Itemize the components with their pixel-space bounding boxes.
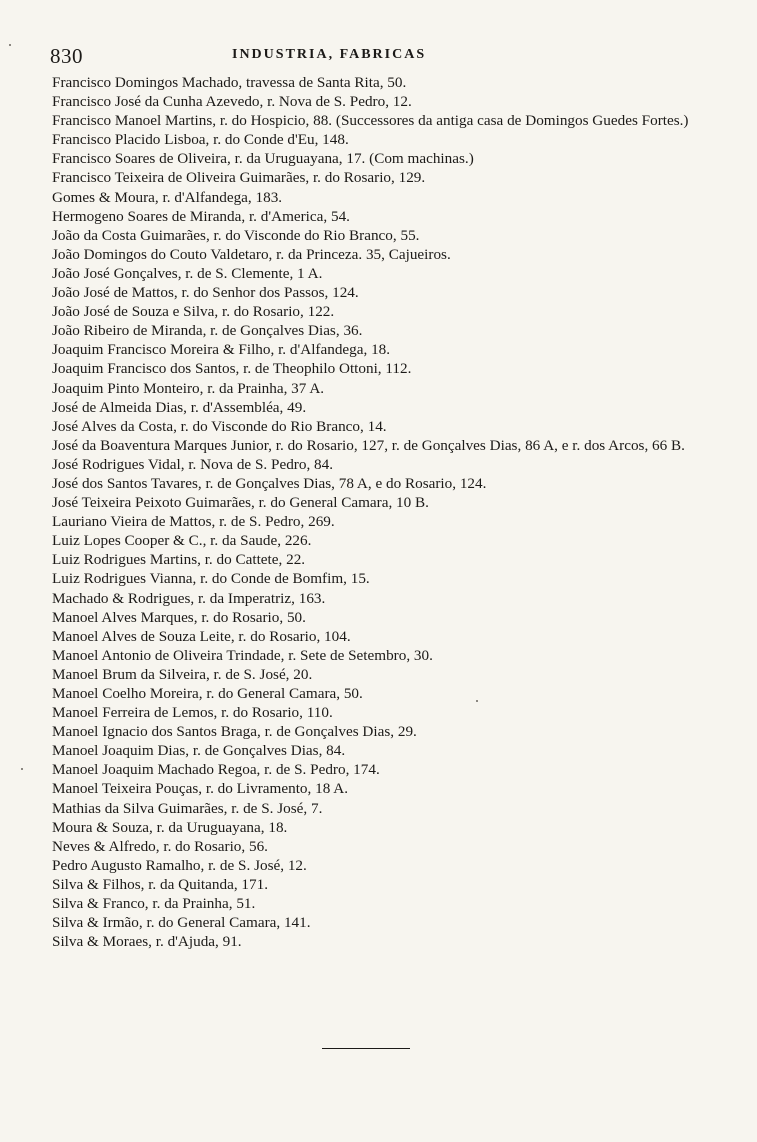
directory-entry: Manoel Coelho Moreira, r. do General Camara, 50. <box>52 685 363 702</box>
directory-entry: Mathias da Silva Guimarães, r. de S. José, 7. <box>52 799 323 817</box>
directory-entry: João José de Souza e Silva, r. do Rosario, 122. <box>52 303 335 321</box>
directory-entry: Silva & Franco, r. da Prainha, 51. <box>52 895 256 913</box>
directory-entry: Neves & Alfredo, r. do Rosario, 56. <box>52 837 268 855</box>
paper-speck <box>476 700 478 702</box>
directory-entry: Silva & Moraes, r. d'Ajuda, 91. <box>52 933 242 951</box>
directory-entry: Luiz Lopes Cooper & C., r. da Saude, 226. <box>52 532 312 550</box>
directory-entry: Francisco José da Cunha Azevedo, r. Nova de S. Pedro, 12. <box>52 93 412 111</box>
directory-entry: José de Almeida Dias, r. d'Assembléa, 49. <box>52 398 307 416</box>
directory-entry: Joaquim Francisco dos Santos, r. de Theophilo Ottoni, 112. <box>52 360 412 378</box>
directory-entry: Manoel Antonio de Oliveira Trindade, r. Sete de Setembro, 30. <box>52 646 433 664</box>
directory-entry: Manoel Joaquim Machado Regoa, r. de S. Pedro, 174. <box>52 761 380 779</box>
footer-rule <box>322 1048 410 1049</box>
directory-entry: José Teixeira Peixoto Guimarães, r. do General Camara, 10 B. <box>52 494 429 512</box>
directory-entry: José Alves da Costa, r. do Visconde do Rio Branco, 14. <box>52 417 387 435</box>
directory-entry: Francisco Domingos Machado, travessa de Santa Rita, 50. <box>52 74 407 91</box>
directory-entry: Francisco Soares de Oliveira, r. da Uruguayana, 17. (Com machinas.) <box>52 150 474 168</box>
directory-entry: Pedro Augusto Ramalho, r. de S. José, 12. <box>52 856 307 874</box>
directory-entry: João da Costa Guimarães, r. do Visconde do Rio Branco, 55. <box>52 226 420 244</box>
directory-entry: Manoel Brum da Silveira, r. de S. José, 20. <box>52 665 313 683</box>
directory-entry: João José Gonçalves, r. de S. Clemente, 1 A. <box>52 264 323 282</box>
running-head: INDUSTRIA, FABRICAS <box>232 47 427 62</box>
directory-entry: Manoel Alves de Souza Leite, r. do Rosario, 104. <box>52 627 351 645</box>
directory-entry: Lauriano Vieira de Mattos, r. de S. Pedro, 269. <box>52 513 335 531</box>
directory-entry: Gomes & Moura, r. d'Alfandega, 183. <box>52 188 283 206</box>
directory-entry: Manoel Ignacio dos Santos Braga, r. de Gonçalves Dias, 29. <box>52 723 417 741</box>
directory-entry: Hermogeno Soares de Miranda, r. d'America, 54. <box>52 207 350 225</box>
page-header <box>50 44 717 70</box>
directory-entry: Luiz Rodrigues Vianna, r. do Conde de Bomfim, 15. <box>52 570 370 588</box>
directory-list <box>52 73 717 951</box>
directory-entry: Francisco Manoel Martins, r. do Hospicio, 88. (Successores da antiga casa de Domingos Guedes Fortes.) <box>52 112 689 130</box>
paper-speck <box>9 44 11 46</box>
directory-entry: Manoel Teixeira Pouças, r. do Livramento, 18 A. <box>52 780 349 798</box>
directory-entry: Machado & Rodrigues, r. da Imperatriz, 163. <box>52 589 326 607</box>
directory-entry: Manoel Joaquim Dias, r. de Gonçalves Dias, 84. <box>52 742 346 760</box>
directory-entry: João Ribeiro de Miranda, r. de Gonçalves Dias, 36. <box>52 322 363 340</box>
directory-entry: Silva & Filhos, r. da Quitanda, 171. <box>52 875 268 893</box>
page-number: 830 <box>50 44 83 68</box>
directory-entry: Manoel Ferreira de Lemos, r. do Rosario, 110. <box>52 704 333 722</box>
directory-entry: Luiz Rodrigues Martins, r. do Cattete, 22. <box>52 551 306 569</box>
directory-entry: Manoel Alves Marques, r. do Rosario, 50. <box>52 608 306 626</box>
directory-entry: João Domingos do Couto Valdetaro, r. da Princeza. 35, Cajueiros. <box>52 245 451 263</box>
directory-entry: Francisco Teixeira de Oliveira Guimarães, r. do Rosario, 129. <box>52 169 426 187</box>
paper-speck <box>21 768 23 770</box>
directory-entry: Francisco Placido Lisboa, r. do Conde d'Eu, 148. <box>52 131 349 149</box>
directory-entry: Joaquim Pinto Monteiro, r. da Prainha, 37 A. <box>52 379 325 397</box>
directory-entry: José Rodrigues Vidal, r. Nova de S. Pedro, 84. <box>52 455 334 473</box>
directory-entry: Joaquim Francisco Moreira & Filho, r. d'Alfandega, 18. <box>52 341 391 359</box>
directory-entry: Moura & Souza, r. da Uruguayana, 18. <box>52 818 288 836</box>
directory-entry: João José de Mattos, r. do Senhor dos Passos, 124. <box>52 284 359 302</box>
directory-entry: Silva & Irmão, r. do General Camara, 141. <box>52 914 311 932</box>
directory-entry: José dos Santos Tavares, r. de Gonçalves Dias, 78 A, e do Rosario, 124. <box>52 474 487 492</box>
directory-entry: José da Boaventura Marques Junior, r. do Rosario, 127, r. de Gonçalves Dias, 86 A, e r. dos Arcos, 66 B. <box>52 436 685 454</box>
